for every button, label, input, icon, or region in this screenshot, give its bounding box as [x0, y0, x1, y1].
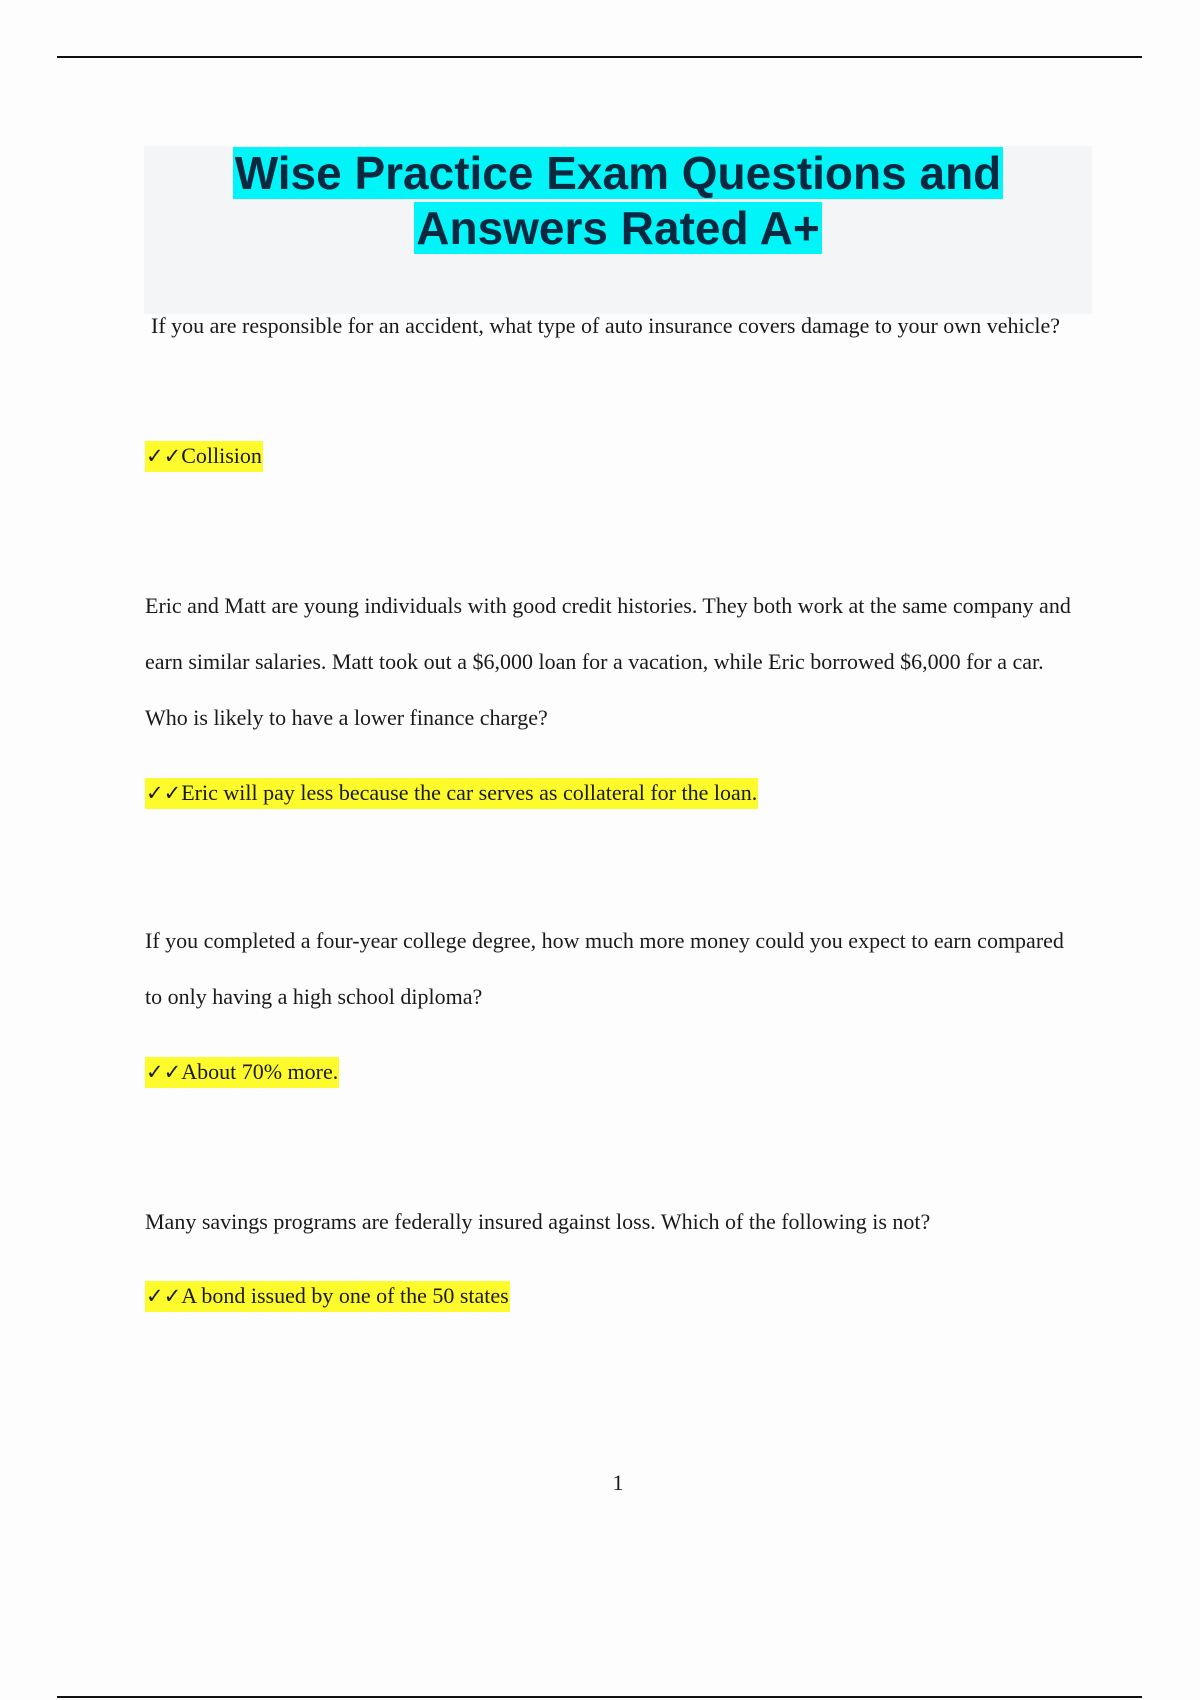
answer-2	[145, 777, 758, 809]
answer-3-text: About 70% more.	[181, 1059, 339, 1084]
footer-rule	[57, 1696, 1142, 1698]
answer-4-text: A bond issued by one of the 50 states	[181, 1283, 509, 1308]
answer-3	[145, 1056, 339, 1088]
question-1: If you are responsible for an accident, what type of auto insurance covers damage to your own vehicle?	[151, 313, 1060, 338]
document-title	[144, 146, 1092, 256]
checkmark-icon: ✓✓	[146, 1284, 182, 1308]
checkmark-icon: ✓✓	[146, 1060, 182, 1084]
header-rule	[57, 56, 1142, 58]
answer-2-text: Eric will pay less because the car serves as collateral for the loan.	[181, 780, 758, 805]
title-line-1: Wise Practice Exam Questions and	[234, 147, 1002, 199]
page-number: 1	[612, 1470, 624, 1495]
answer-4	[145, 1280, 510, 1312]
checkmark-icon: ✓✓	[146, 444, 182, 468]
title-line-2: Answers Rated A+	[416, 202, 820, 254]
answer-1-text: Collision	[181, 443, 262, 468]
question-3: If you completed a four-year college degree, how much more money could you expect to earn compared to only having a high school diploma?	[145, 928, 1064, 1009]
checkmark-icon: ✓✓	[146, 781, 182, 805]
question-2: Eric and Matt are young individuals with good credit histories. They both work at the same company and earn similar salaries. Matt took out a $6,000 loan for a vacation, while Eric borrowed $6,000 for a car. Who is likely to have a lower finance charge?	[145, 593, 1071, 730]
answer-1	[145, 440, 263, 472]
question-4: Many savings programs are federally insured against loss. Which of the following is not?	[145, 1209, 931, 1234]
